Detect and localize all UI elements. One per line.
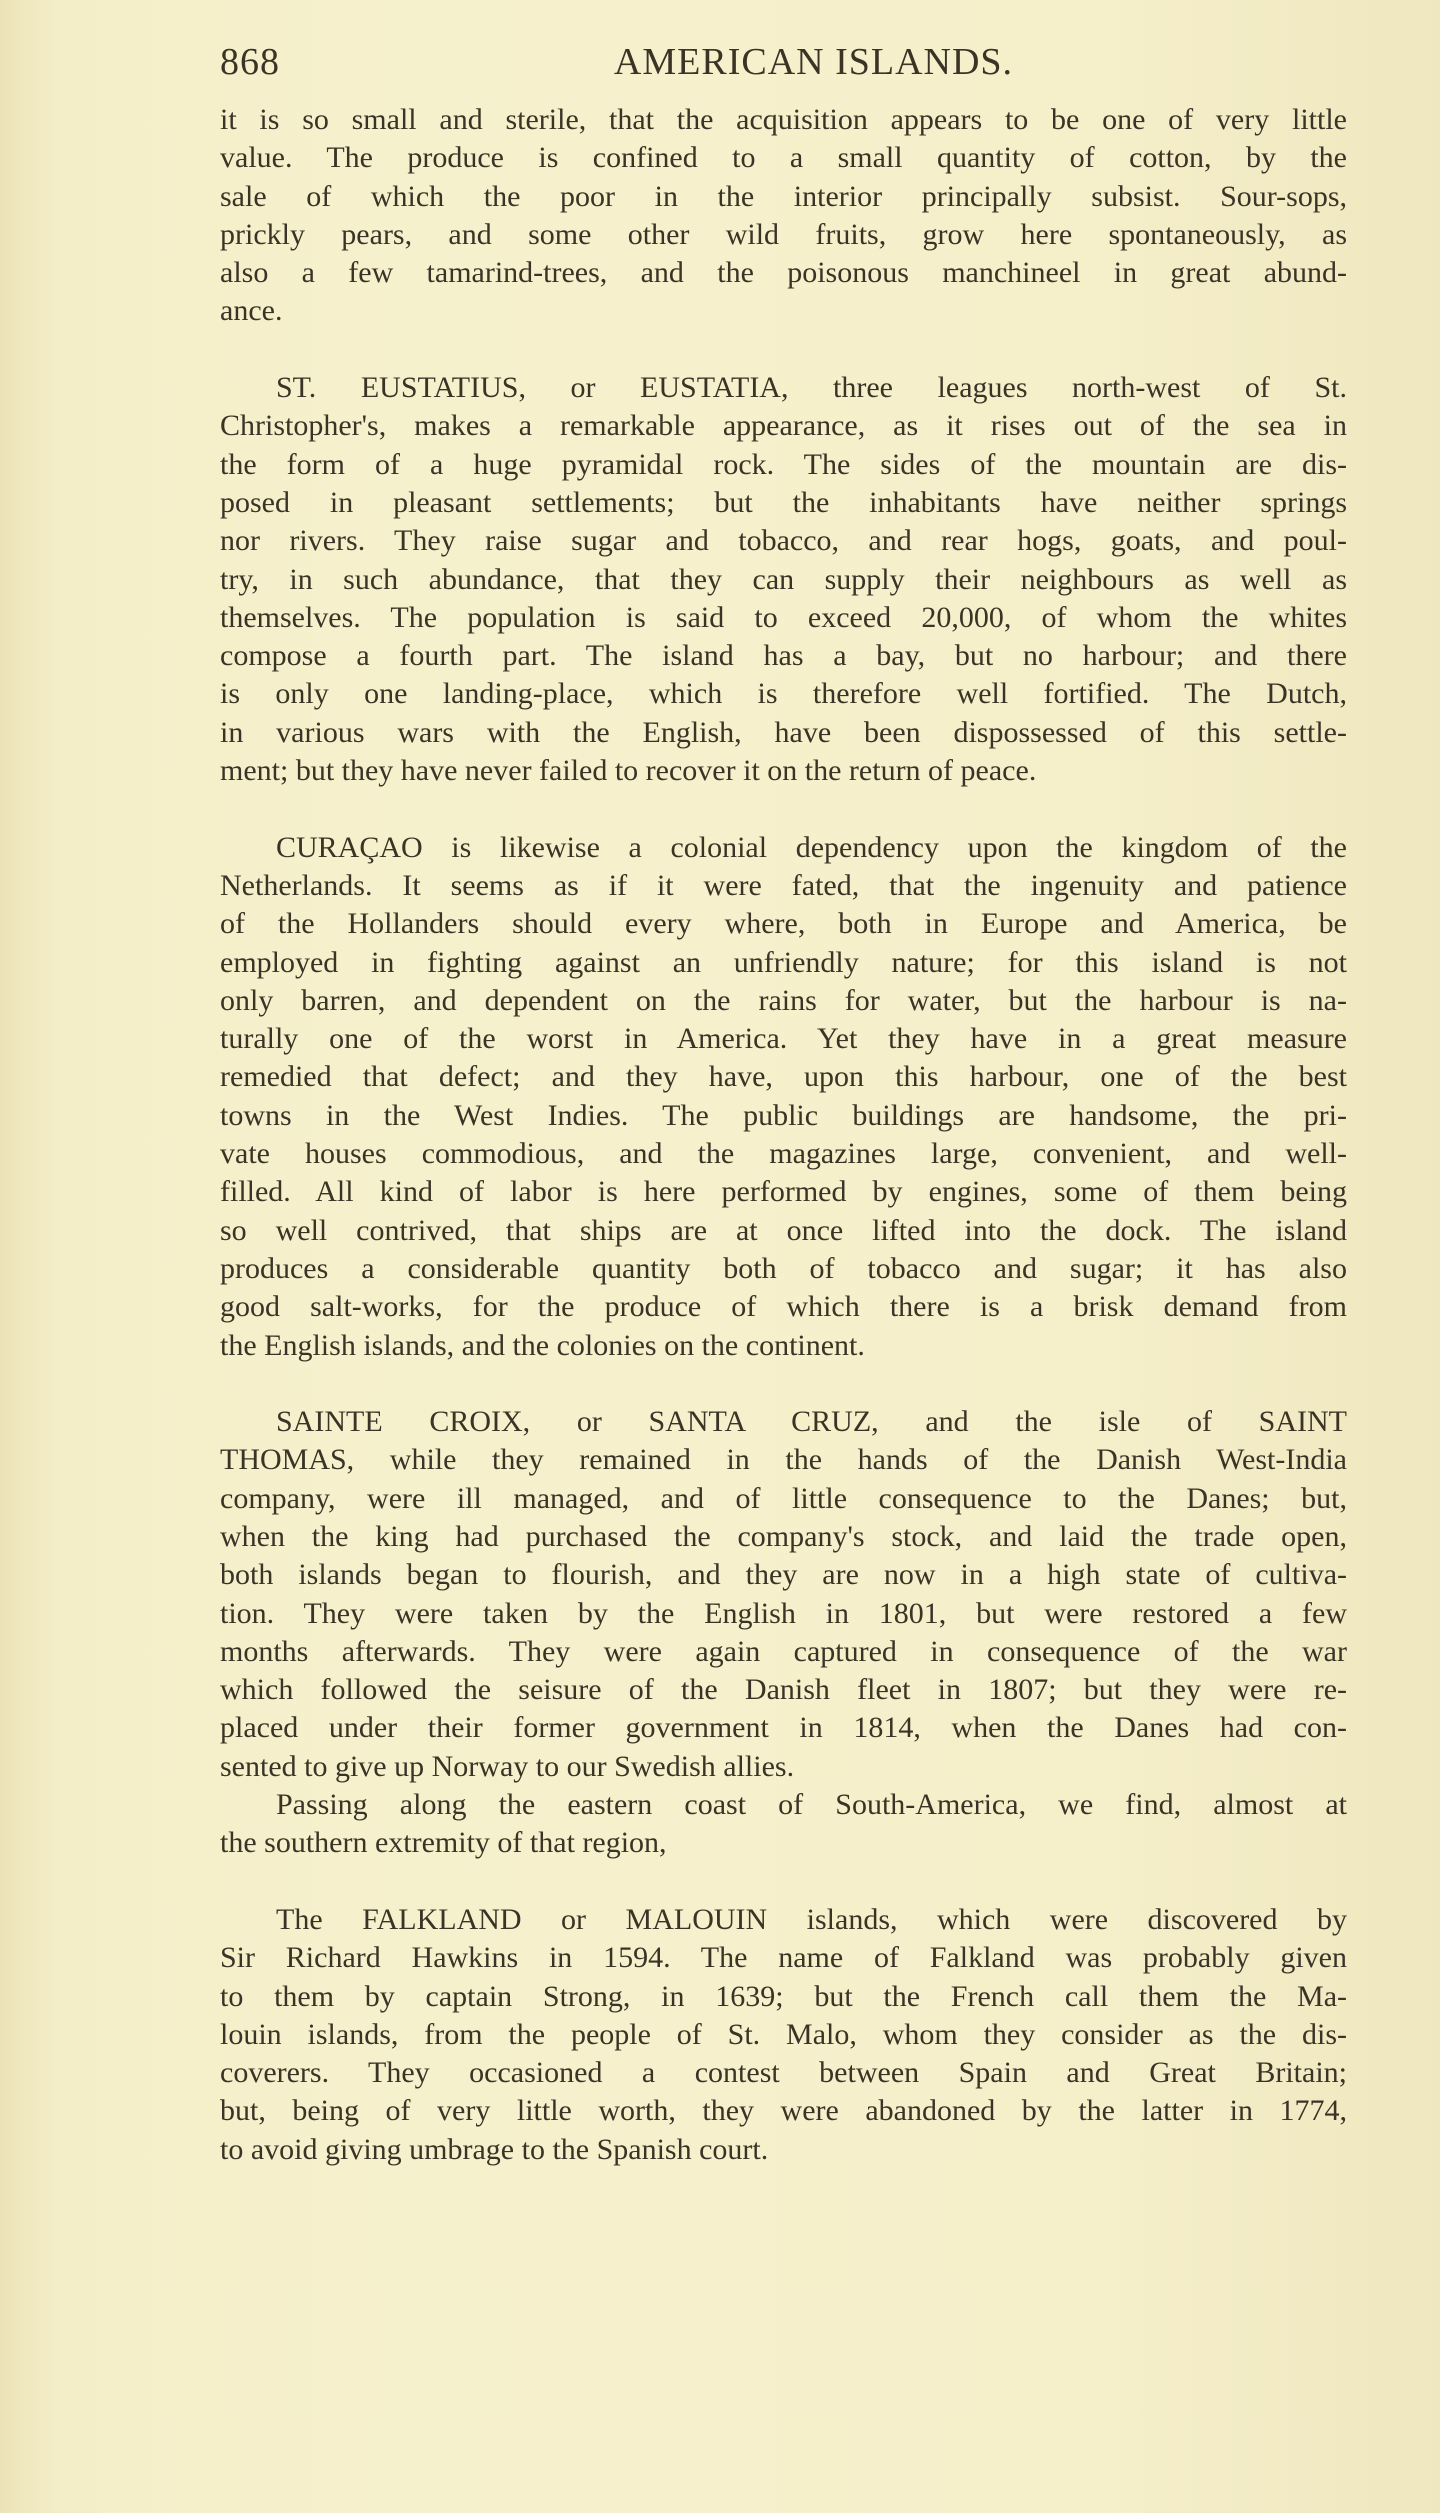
- text-line: The FALKLAND or MALOUIN islands, which were discovered by: [276, 1902, 1347, 1936]
- text-line: placed under their former government in 1814, when the Danes had con-: [220, 1711, 1347, 1745]
- text-line: ance.: [220, 294, 283, 328]
- text-line: coverers. They occasioned a contest between Spain and Great Britain;: [220, 2056, 1347, 2090]
- paragraph-gap: [220, 790, 1347, 828]
- paragraph: [220, 1403, 1347, 1786]
- text-line: prickly pears, and some other wild fruits, grow here spontaneously, as: [220, 217, 1347, 251]
- text-line: the English islands, and the colonies on the continent.: [220, 1328, 865, 1362]
- text-line: turally one of the worst in America. Yet they have in a great measure: [220, 1022, 1347, 1056]
- text-line: towns in the West Indies. The public buildings are handsome, the pri-: [220, 1098, 1347, 1132]
- text-line: themselves. The population is said to exceed 20,000, of whom the whites: [220, 600, 1347, 634]
- paragraph: [220, 369, 1347, 790]
- text-line: THOMAS, while they remained in the hands of the Danish West-India: [220, 1443, 1347, 1477]
- text-line: nor rivers. They raise sugar and tobacco, and rear hogs, goats, and poul-: [220, 524, 1347, 558]
- paragraph: [220, 1786, 1347, 1863]
- text-line: posed in pleasant settlements; but the inhabitants have neither springs: [220, 485, 1347, 519]
- text-line: ment; but they have never failed to recover it on the return of peace.: [220, 754, 1037, 788]
- text-line: to avoid giving umbrage to the Spanish court.: [220, 2132, 769, 2166]
- body-text: [220, 101, 1347, 2169]
- text-line: which followed the seisure of the Danish fleet in 1807; but they were re-: [220, 1673, 1347, 1707]
- text-line: the form of a huge pyramidal rock. The sides of the mountain are dis-: [220, 447, 1347, 481]
- text-line: value. The produce is confined to a small quantity of cotton, by the: [220, 141, 1347, 175]
- text-line: but, being of very little worth, they were abandoned by the latter in 1774,: [220, 2094, 1347, 2128]
- text-line: the southern extremity of that region,: [220, 1826, 667, 1860]
- text-line: months afterwards. They were again captured in consequence of the war: [220, 1634, 1347, 1668]
- running-title: AMERICAN ISLANDS.: [613, 41, 1014, 83]
- text-line: Passing along the eastern coast of South-America, we find, almost at: [276, 1788, 1347, 1822]
- paragraph: [220, 829, 1347, 1365]
- text-line: remedied that defect; and they have, upon this harbour, one of the best: [220, 1060, 1347, 1094]
- text-line: company, were ill managed, and of little consequence to the Danes; but,: [220, 1481, 1347, 1515]
- paragraph: [220, 1901, 1347, 2169]
- text-line: vate houses commodious, and the magazines large, convenient, and well-: [220, 1137, 1347, 1171]
- text-line: ST. EUSTATIUS, or EUSTATIA, three leagues north-west of St.: [276, 371, 1347, 405]
- text-line: of the Hollanders should every where, both in Europe and America, be: [220, 907, 1347, 941]
- text-line: sented to give up Norway to our Swedish allies.: [220, 1749, 795, 1783]
- paragraph: [220, 101, 1347, 331]
- text-line: Christopher's, makes a remarkable appearance, as it rises out of the sea in: [220, 409, 1347, 443]
- text-line: Netherlands. It seems as if it were fated, that the ingenuity and patience: [220, 868, 1347, 902]
- text-line: also a few tamarind-trees, and the poisonous manchineel in great abund-: [220, 256, 1347, 290]
- text-line: employed in fighting against an unfriendly nature; for this island is not: [220, 945, 1347, 979]
- text-line: tion. They were taken by the English in 1801, but were restored a few: [220, 1596, 1347, 1630]
- text-line: try, in such abundance, that they can supply their neighbours as well as: [220, 562, 1347, 596]
- text-line: it is so small and sterile, that the acquisition appears to be one of very little: [220, 103, 1347, 136]
- text-line: filled. All kind of labor is here performed by engines, some of them being: [220, 1175, 1347, 1209]
- text-line: is only one landing-place, which is therefore well fortified. The Dutch,: [220, 677, 1347, 711]
- text-line: CURAÇAO is likewise a colonial dependency upon the kingdom of the: [276, 830, 1347, 864]
- text-line: only barren, and dependent on the rains for water, but the harbour is na-: [220, 983, 1347, 1017]
- text-line: to them by captain Strong, in 1639; but the French call them the Ma-: [220, 1979, 1347, 2013]
- text-line: when the king had purchased the company's stock, and laid the trade open,: [220, 1519, 1347, 1553]
- text-line: SAINTE CROIX, or SANTA CRUZ, and the isle of SAINT: [276, 1405, 1347, 1439]
- text-line: both islands began to flourish, and they are now in a high state of cultiva-: [220, 1558, 1347, 1592]
- text-line: compose a fourth part. The island has a bay, but no harbour; and there: [220, 639, 1347, 673]
- paragraph-gap: [220, 1863, 1347, 1901]
- running-head: [220, 40, 1347, 90]
- page-number: 868: [220, 41, 280, 83]
- paragraph-gap: [220, 331, 1347, 369]
- text-line: louin islands, from the people of St. Malo, whom they consider as the dis-: [220, 2017, 1347, 2051]
- text-line: so well contrived, that ships are at once lifted into the dock. The island: [220, 1213, 1347, 1247]
- paragraph-gap: [220, 1365, 1347, 1403]
- text-line: in various wars with the English, have been dispossessed of this settle-: [220, 715, 1347, 749]
- text-line: produces a considerable quantity both of tobacco and sugar; it has also: [220, 1251, 1347, 1285]
- text-line: sale of which the poor in the interior principally subsist. Sour-sops,: [220, 179, 1347, 213]
- text-line: good salt-works, for the produce of which there is a brisk demand from: [220, 1290, 1347, 1324]
- text-line: Sir Richard Hawkins in 1594. The name of Falkland was probably given: [220, 1941, 1347, 1975]
